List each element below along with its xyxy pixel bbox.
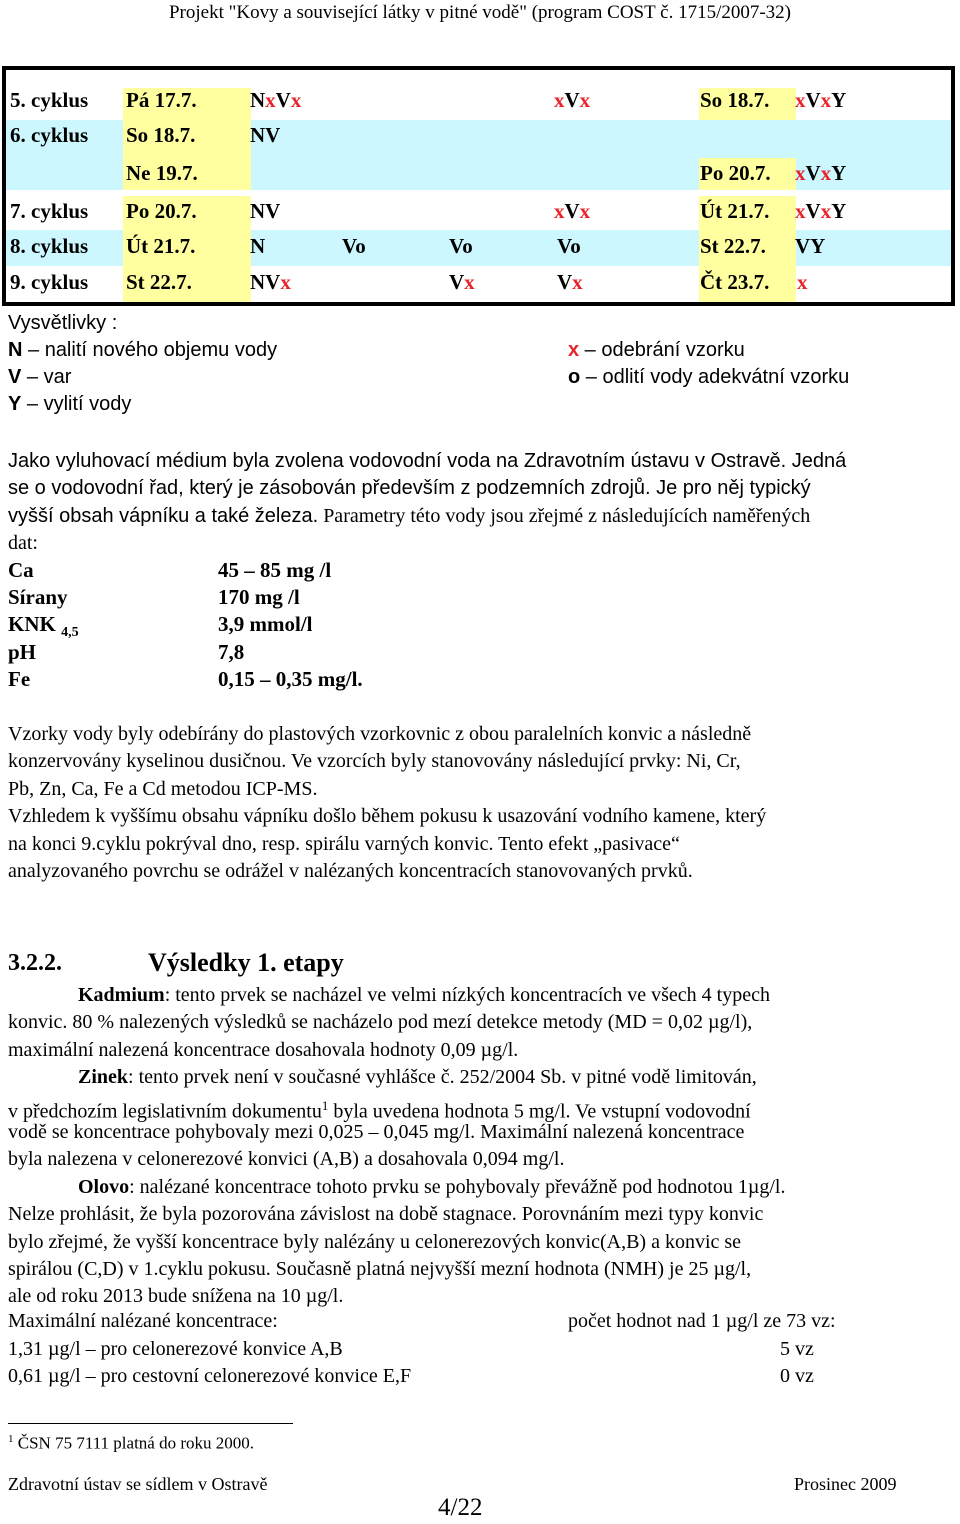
results-paragraph: Kadmium: tento prvek se nacházel ve velmi nízkých koncentracích ve všech 4 typech konvic. 80 % nalezených výsledků se nacházelo pod mezí detekce metody (MD = 0,02 µg/l), maximální nalezená koncentrace dosahovala hodnoty 0,09 µg/l. Zinek: tento prvek není v současné vyhlášce č. 252/2004 Sb. v pitné vodě limitován, v předchozím legislativním dokumentu$^1$ byla uvedena hodnota 5 mg/l. Ve vstupní vodovodní vodě se koncentrace pohybovaly mezi 0,025 – 0,045 mg/l. Maximální nalezená koncentrace byla nalezena v celonerezové konvici (A,B) a dosahovala 0,094 mg/l. Olovo: nalézané koncentrace tohoto prvku se pohybovaly převážně pod hodnotou 1µg/l. Nelze prohlásit, že byla pozorována závislost na době stagnace. Porovnáním mezi typy konvic bylo zřejmé, že vyšší koncentrace byly nalézány u celonerezových konvic(A,B) a konvic se spirálou (C,D) v 1.cyklu pokusu. Současně platná nejvyšší mezní hodnota (NMH) je 25 µg/l, ale od roku 2013 bude snížena na 10 µg/l. [8, 984, 786, 1308]
section-number: 3.2.2. [8, 950, 62, 976]
table-row [6, 120, 951, 158]
max-row-count: 5 vz [780, 1338, 814, 1360]
action-cell: VY [795, 234, 826, 258]
action-cell: xVx [554, 88, 591, 112]
day-label: St 22.7. [126, 270, 192, 294]
action-cell: NVx [250, 270, 291, 294]
day-label: So 18.7. [700, 88, 770, 112]
action-cell: Vo [449, 234, 473, 258]
day-label: Ne 19.7. [126, 161, 198, 185]
table-row [6, 88, 951, 120]
param-name: pH [8, 640, 37, 664]
cycle-label: 8. cyklus [10, 234, 89, 258]
footer-left: Zdravotní ústav se sídlem v Ostravě [8, 1474, 268, 1494]
samples-paragraph: Vzorky vody byly odebírány do plastových vzorkovnic z obou paralelních konvic a následně konzervovány kyselinou dusičnou. Ve vzorcích byly stanovovány následující prvky: Ni, Cr, Pb, Zn, Ca, Fe a Cd metodou ICP-MS. Vzhledem k vyššímu obsahu vápníku došlo během pokusu k usazování vodního kamene, který na konci 9.cyklu pokrýval dno, resp. spirálu varných konvic. Tento efekt „pasivace“ analyzovaného povrchu se odrážel v nalézaných koncentracích stanovovaných prvků. [8, 723, 767, 882]
param-name: KNK $_{4,5}$ [8, 612, 79, 641]
page-header-title: Projekt "Kovy a související látky v pitné vodě" (program COST č. 1715/2007-32) [168, 2, 792, 23]
action-cell: x [797, 270, 808, 294]
table-row [6, 158, 951, 190]
legend-o: o – odlití vody adekvátní vzorku [568, 366, 850, 388]
max-label: Maximální nalézané koncentrace: [8, 1310, 278, 1332]
param-name: Ca [8, 558, 34, 582]
max-row-count: 0 vz [780, 1365, 814, 1387]
max-row-text: 0,61 µg/l – pro cestovní celonerezové konvice E,F [8, 1365, 412, 1387]
action-cell: xVx [554, 199, 591, 223]
schedule-table [2, 66, 955, 306]
footnote: $^1$ ČSN 75 7111 platná do roku 2000. [8, 1433, 255, 1453]
table-row [6, 230, 951, 266]
legend-n: N – nalití nového objemu vody [8, 339, 278, 361]
action-cell: N [250, 234, 266, 258]
cycle-label: 6. cyklus [10, 123, 89, 147]
param-name: Sírany [8, 585, 68, 609]
day-label: Pá 17.7. [126, 88, 197, 112]
param-value: 3,9 mmol/l [218, 612, 313, 636]
day-label: Čt 23.7. [700, 270, 770, 294]
cycle-label: 9. cyklus [10, 270, 89, 294]
page-number: 4/22 [438, 1494, 483, 1521]
day-label: Út 21.7. [126, 234, 196, 258]
cycle-label: 7. cyklus [10, 199, 89, 223]
param-value: 45 – 85 mg /l [218, 558, 332, 582]
footer-right: Prosinec 2009 [794, 1474, 897, 1494]
day-label: Po 20.7. [700, 161, 771, 185]
action-cell: Vo [342, 234, 366, 258]
max-row-text: 1,31 µg/l – pro celonerezové konvice A,B [8, 1338, 343, 1360]
legend-x: x – odebrání vzorku [568, 339, 745, 361]
action-cell: NV [250, 123, 281, 147]
action-cell: xVxY [795, 161, 847, 185]
param-value: 0,15 – 0,35 mg/l. [218, 667, 363, 691]
legend-v: V – var [8, 366, 72, 388]
day-label: So 18.7. [126, 123, 196, 147]
day-label: Po 20.7. [126, 199, 197, 223]
action-cell: NxVx [250, 88, 302, 112]
day-label: Út 21.7. [700, 199, 770, 223]
action-cell: xVxY [795, 88, 847, 112]
param-name: Fe [8, 667, 31, 691]
footnote-rule [8, 1423, 293, 1424]
count-label: počet hodnot nad 1 µg/l ze 73 vz: [568, 1310, 836, 1332]
action-cell: Vo [557, 234, 581, 258]
action-cell: xVxY [795, 199, 847, 223]
cycle-label: 5. cyklus [10, 88, 89, 112]
param-value: 170 mg /l [218, 585, 300, 609]
section-title: Výsledky 1. etapy [148, 948, 344, 977]
table-row [6, 266, 951, 302]
action-cell: Vx [557, 270, 583, 294]
action-cell: Vx [449, 270, 475, 294]
legend-y: Y – vylití vody [8, 393, 132, 415]
day-label: St 22.7. [700, 234, 766, 258]
legend-title: Vysvětlivky : [8, 312, 118, 334]
param-value: 7,8 [218, 640, 245, 664]
action-cell: NV [250, 199, 281, 223]
intro-paragraph: Jako vyluhovací médium byla zvolena vodovodní voda na Zdravotním ústavu v Ostravě. Jedná se o vodovodní řad, který je zásobován především z podzemních zdrojů. Je pro něj typický vyšší obsah vápníku a také železa. Parametry této vody jsou zřejmé z následujících naměřených dat: [8, 450, 847, 555]
table-row [6, 196, 951, 230]
